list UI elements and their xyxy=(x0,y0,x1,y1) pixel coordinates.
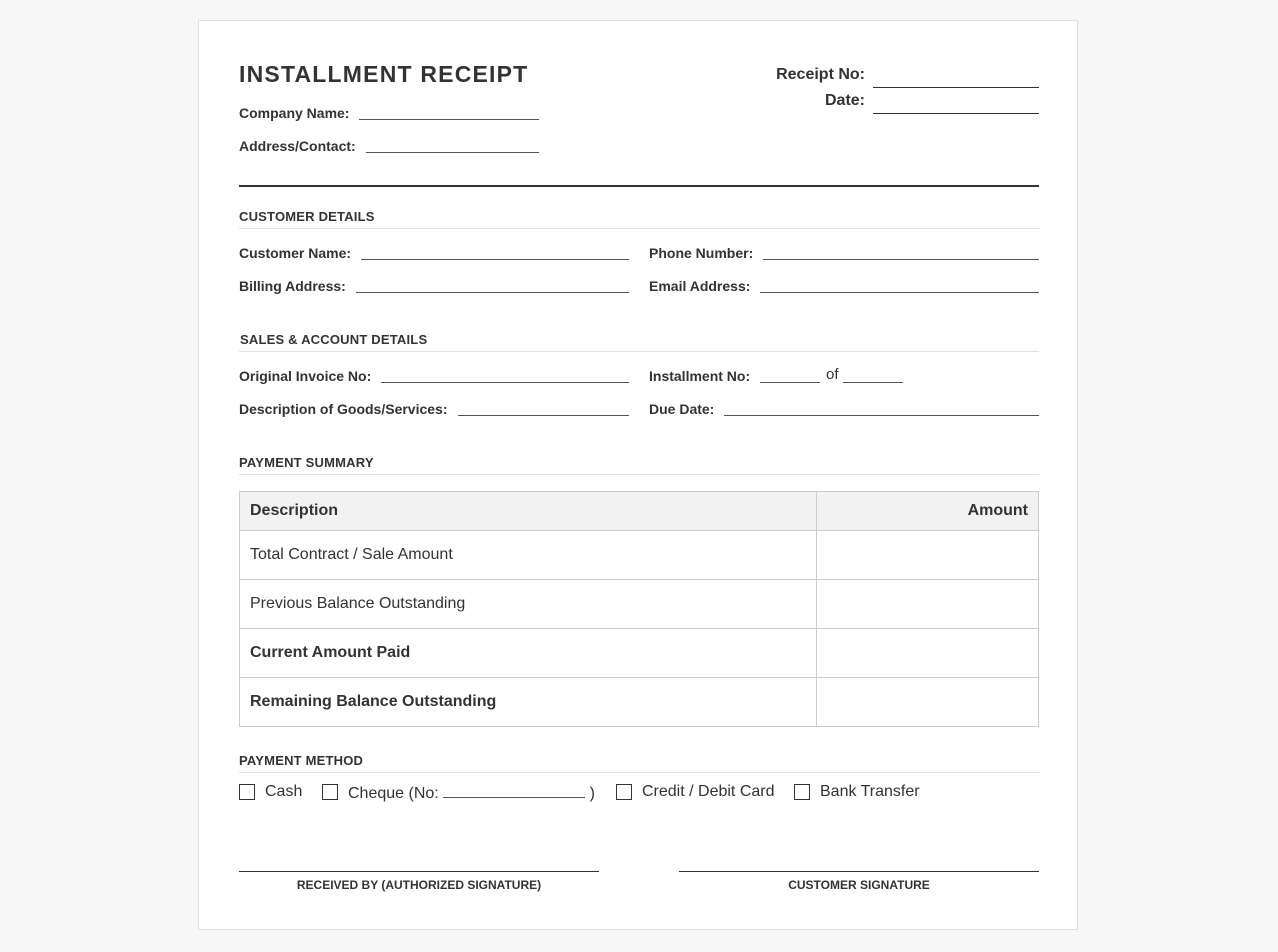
installment-total-field[interactable] xyxy=(843,382,903,383)
row-description: Remaining Balance Outstanding xyxy=(240,678,817,727)
card-label: Credit / Debit Card xyxy=(642,783,775,800)
row-description: Previous Balance Outstanding xyxy=(240,580,817,629)
payment-summary-heading: PAYMENT SUMMARY xyxy=(239,455,374,470)
description-goods-field[interactable] xyxy=(458,415,629,416)
customer-details-heading: CUSTOMER DETAILS xyxy=(239,209,375,224)
billing-address-label: Billing Address: xyxy=(239,278,346,294)
received-by-signature-line[interactable] xyxy=(239,871,599,872)
payment-method-heading: PAYMENT METHOD xyxy=(239,753,364,768)
table-row xyxy=(240,531,1039,580)
original-invoice-label: Original Invoice No: xyxy=(239,368,372,384)
customer-name-label: Customer Name: xyxy=(239,245,352,261)
cheque-label-prefix: Cheque (No: xyxy=(348,785,444,802)
installment-no-label: Installment No: xyxy=(649,368,751,384)
receipt-no-field[interactable] xyxy=(873,87,1039,88)
address-contact-field[interactable] xyxy=(366,152,539,153)
company-name-field[interactable] xyxy=(359,119,539,120)
email-address-field[interactable] xyxy=(760,292,1039,293)
column-header-description: Description xyxy=(240,492,817,531)
due-date-field[interactable] xyxy=(724,415,1039,416)
cheque-checkbox[interactable] xyxy=(322,784,338,800)
payment-summary-table xyxy=(239,491,1039,727)
payment-method-rule xyxy=(239,772,1039,773)
cheque-number-field[interactable] xyxy=(443,783,585,798)
header-divider xyxy=(239,185,1039,187)
sales-account-rule xyxy=(239,351,1039,352)
received-by-caption: RECEIVED BY (AUTHORIZED SIGNATURE) xyxy=(296,878,542,892)
description-goods-label: Description of Goods/Services: xyxy=(239,401,448,417)
customer-signature-caption: CUSTOMER SIGNATURE xyxy=(788,878,930,892)
customer-name-field[interactable] xyxy=(361,259,629,260)
table-row xyxy=(240,629,1039,678)
billing-address-field[interactable] xyxy=(356,292,629,293)
table-row xyxy=(240,580,1039,629)
receipt-page xyxy=(198,20,1078,930)
row-description: Current Amount Paid xyxy=(240,629,817,678)
row-amount-cell[interactable] xyxy=(817,580,1039,629)
cash-checkbox[interactable] xyxy=(239,784,255,800)
table-header-row xyxy=(240,492,1039,531)
bank-transfer-checkbox[interactable] xyxy=(794,784,810,800)
email-address-label: Email Address: xyxy=(649,278,751,294)
phone-number-label: Phone Number: xyxy=(649,245,754,261)
payment-summary-rule xyxy=(239,474,1039,475)
row-description: Total Contract / Sale Amount xyxy=(240,531,817,580)
table-row xyxy=(240,678,1039,727)
cheque-label xyxy=(348,783,595,803)
bank-transfer-label: Bank Transfer xyxy=(820,783,920,800)
installment-no-field[interactable] xyxy=(760,382,820,383)
page-title: INSTALLMENT RECEIPT xyxy=(239,61,529,87)
date-label: Date: xyxy=(824,92,865,109)
original-invoice-field[interactable] xyxy=(381,382,629,383)
due-date-label: Due Date: xyxy=(649,401,715,417)
cash-label: Cash xyxy=(265,783,303,800)
installment-of-text: of xyxy=(826,366,839,383)
column-header-amount: Amount xyxy=(817,492,1039,531)
address-contact-label: Address/Contact: xyxy=(239,138,356,154)
date-field[interactable] xyxy=(873,113,1039,114)
row-amount-cell[interactable] xyxy=(817,629,1039,678)
company-name-label: Company Name: xyxy=(239,105,350,121)
phone-number-field[interactable] xyxy=(763,259,1039,260)
cheque-label-suffix: ) xyxy=(585,785,595,802)
customer-signature-line[interactable] xyxy=(679,871,1039,872)
customer-details-rule xyxy=(239,228,1039,229)
card-checkbox[interactable] xyxy=(616,784,632,800)
sales-account-heading: SALES & ACCOUNT DETAILS xyxy=(240,332,428,347)
row-amount-cell[interactable] xyxy=(817,531,1039,580)
receipt-no-label: Receipt No: xyxy=(776,66,865,83)
row-amount-cell[interactable] xyxy=(817,678,1039,727)
